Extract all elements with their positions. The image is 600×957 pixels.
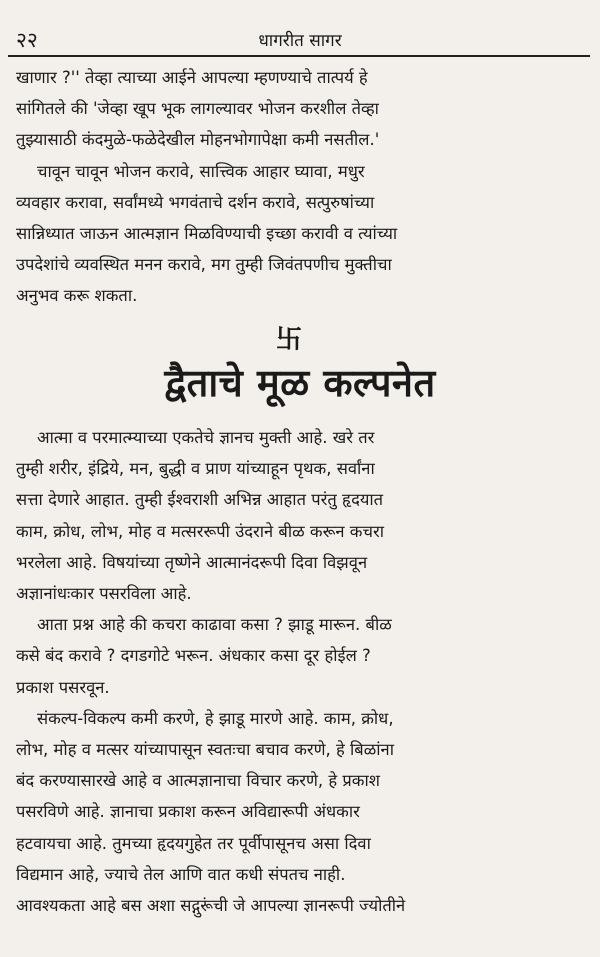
text-line: विद्यमान आहे, ज्याचे तेल आणि वात कधी संपतच नाही. (16, 864, 346, 884)
text-line: खाणार ?'' तेव्हा त्याच्या आईने आपल्या म्हणण्याचे तात्पर्य हे (16, 68, 368, 87)
text-line: आता प्रश्न आहे की कचरा काढावा कसा ? झाडू मारून. बीळ (16, 615, 392, 635)
swastika-ornament-icon: 卐 (276, 325, 303, 355)
text-line: हटवायचा आहे. तुमच्या हृदयगुहेत तर पूर्वीपासूनच असा दिवा (16, 833, 371, 853)
text-line: लोभ, मोह व मत्सर यांच्यापासून स्वतःचा बचाव करणे, हे बिळांना (16, 740, 394, 760)
page-header (0, 0, 600, 58)
top-text-block (16, 62, 584, 312)
text-line: काम, क्रोध, लोभ, मोह व मत्सररूपी उंदराने बीळ करून कचरा (16, 521, 384, 541)
bottom-text-block (16, 422, 584, 921)
text-line: आवश्यकता आहे बस अशा सद्गुरूंची जे आपल्या ज्ञानरूपी ज्योतीने (16, 896, 406, 916)
text-line: व्यवहार करावा, सर्वांमध्ये भगवंताचे दर्शन करावे, सत्पुरुषांच्या (16, 192, 375, 212)
text-line: बंद करण्यासारखे आहे व आत्मज्ञानाचा विचार करणे, हे प्रकाश (16, 771, 380, 791)
text-line: कसे बंद करावे ? दगडगोटे भरून. अंधकार कसा दूर होईल ? (16, 646, 371, 666)
text-line: अज्ञानांधःकार पसरविला आहे. (16, 584, 192, 604)
text-line: सत्ता देणारे आहात. तुम्ही ईश्वराशी अभिन्न आहात परंतु हृदयात (16, 490, 384, 510)
paragraph-2 (16, 156, 584, 312)
header-rule (8, 55, 590, 57)
running-title: धागरीत सागर (258, 31, 342, 51)
paragraph-5 (16, 703, 584, 921)
paragraph-1 (16, 62, 584, 156)
paragraph-4 (16, 609, 584, 703)
text-line: अनुभव करू शकता. (16, 286, 138, 306)
text-line: सान्निध्यात जाऊन आत्मज्ञान मिळविण्याची इच्छा करावी व त्यांच्या (16, 224, 398, 244)
section-heading: द्वैताचे मूळ कल्पनेत (164, 361, 436, 405)
text-line: प्रकाश पसरवून. (16, 677, 110, 697)
text-line: उपदेशांचे व्यवस्थित मनन करावे, मग तुम्ही जिवंतपणीच मुक्तीचा (16, 255, 392, 275)
page-number: २२ (16, 28, 38, 52)
text-line: आत्मा व परमात्म्याच्या एकतेचे ज्ञानच मुक्ती आहे. खरे तर (16, 428, 375, 447)
text-line: पसरविणे आहे. ज्ञानाचा प्रकाश करून अविद्यारूपी अंधकार (16, 802, 360, 822)
text-line: तुझ्यासाठी कंदमुळे-फळेदेखील मोहनभोगापेक्षा कमी नसतील.' (16, 130, 380, 150)
text-line: संकल्प-विकल्प कमी करणे, हे झाडू मारणे आहे. काम, क्रोध, (16, 708, 394, 728)
text-line: सांगितले की 'जेव्हा खूप भूक लागल्यावर भोजन करशील तेव्हा (16, 99, 379, 119)
text-line: भरलेला आहे. विषयांच्या तृष्णेने आत्मानंदरूपी दिवा विझवून (16, 552, 368, 572)
text-line: तुम्ही शरीर, इंद्रिये, मन, बुद्धी व प्राण यांच्याहून पृथक, सर्वांना (16, 459, 375, 479)
text-line: चावून चावून भोजन करावे, सात्त्विक आहार घ्यावा, मधुर (16, 161, 365, 181)
paragraph-3 (16, 422, 584, 609)
